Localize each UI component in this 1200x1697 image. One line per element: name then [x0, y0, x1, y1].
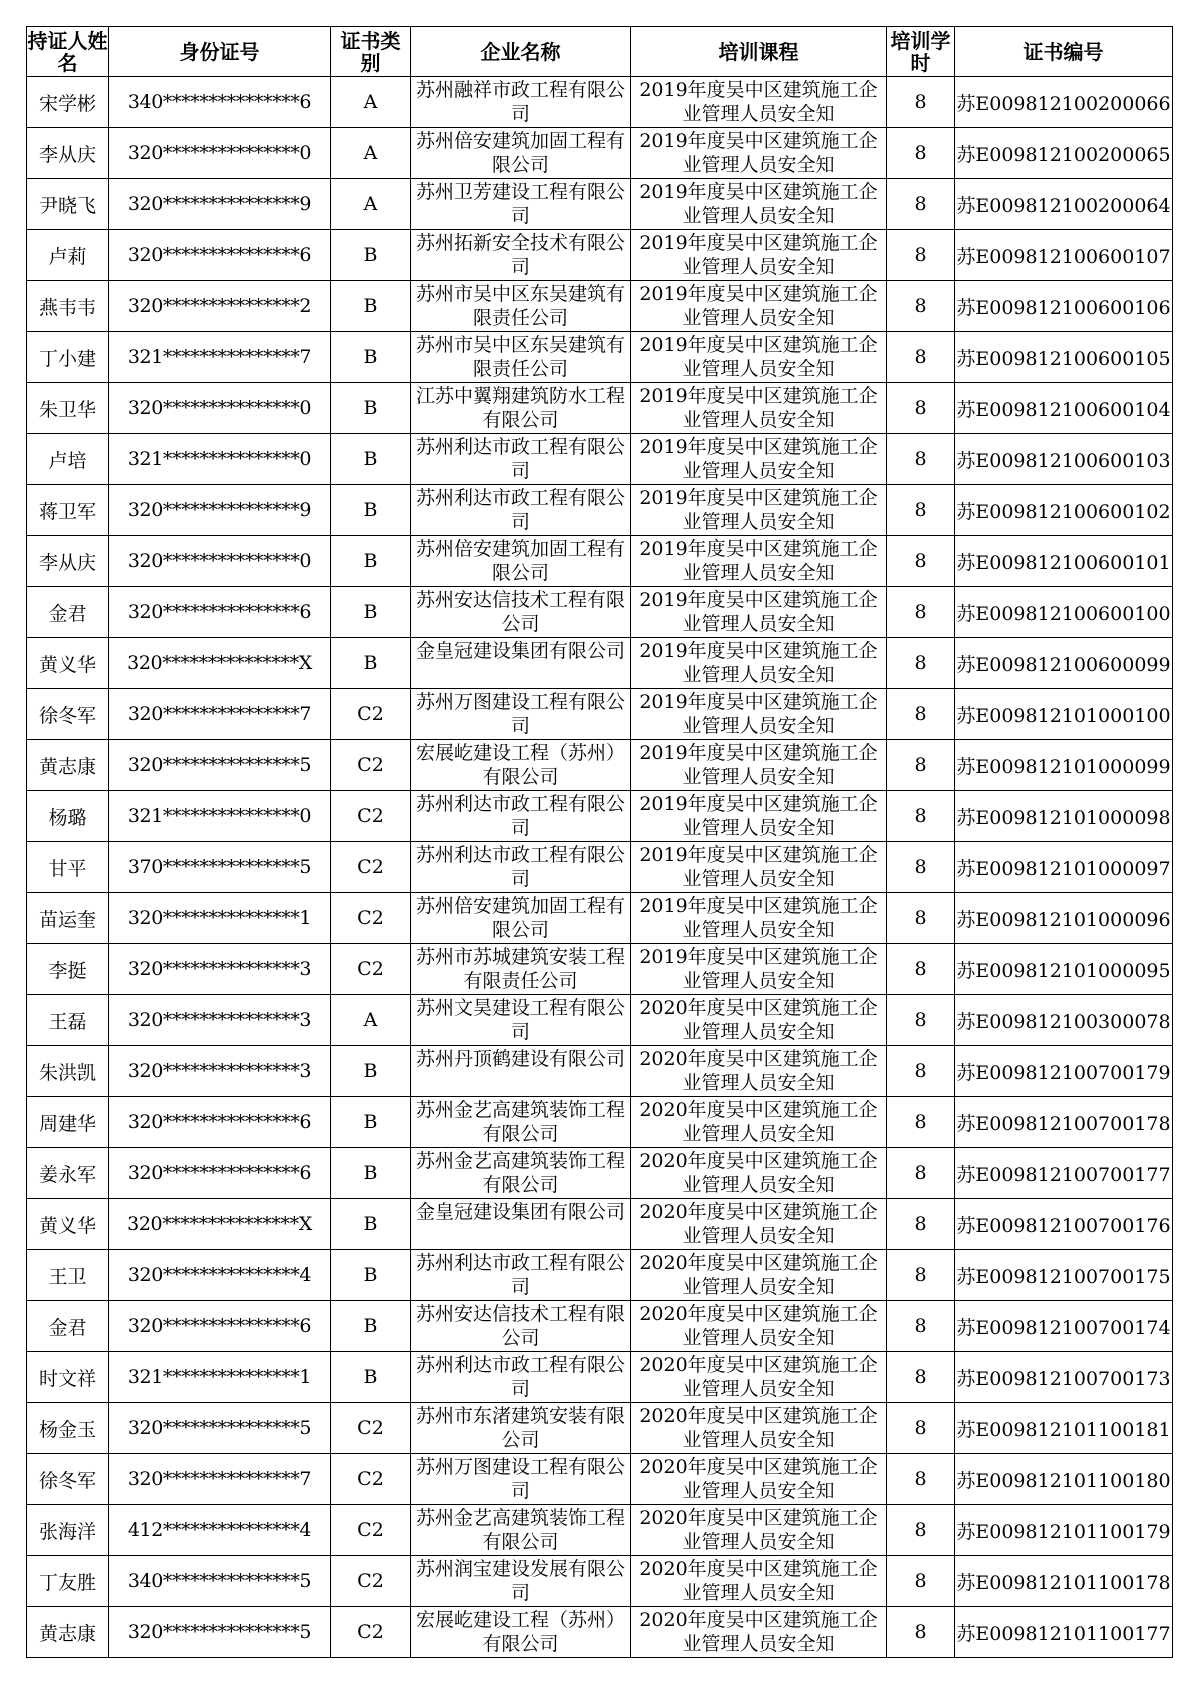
holder-name-cell: 李挺	[27, 944, 109, 995]
table-row	[27, 1301, 1173, 1352]
id-number-cell: 320***************X	[109, 1199, 331, 1250]
holder-name-cell: 李从庆	[27, 128, 109, 179]
course-cell: 2019年度吴中区建筑施工企业管理人员安全知	[631, 434, 887, 485]
hours-cell: 8	[887, 1199, 955, 1250]
company-cell: 苏州万图建设工程有限公司	[411, 689, 631, 740]
cert-number-cell: 苏E009812100700179	[955, 1046, 1173, 1097]
holder-name-cell: 金君	[27, 1301, 109, 1352]
cert-type-cell: C2	[331, 1607, 411, 1658]
cert-number-cell: 苏E009812100700178	[955, 1097, 1173, 1148]
hours-cell: 8	[887, 128, 955, 179]
id-number-cell: 320***************5	[109, 1607, 331, 1658]
cert-type-cell: A	[331, 77, 411, 128]
table-row	[27, 536, 1173, 587]
hours-cell: 8	[887, 1301, 955, 1352]
cert-number-cell: 苏E009812101000096	[955, 893, 1173, 944]
cert-type-cell: B	[331, 1097, 411, 1148]
company-cell: 苏州金艺高建筑装饰工程有限公司	[411, 1097, 631, 1148]
hours-cell: 8	[887, 536, 955, 587]
cert-type-cell: C2	[331, 893, 411, 944]
company-cell: 苏州万图建设工程有限公司	[411, 1454, 631, 1505]
table-row	[27, 842, 1173, 893]
holder-name-cell: 黄志康	[27, 1607, 109, 1658]
holder-name-cell: 金君	[27, 587, 109, 638]
cert-type-cell: B	[331, 230, 411, 281]
course-cell: 2019年度吴中区建筑施工企业管理人员安全知	[631, 842, 887, 893]
holder-name-cell: 李从庆	[27, 536, 109, 587]
cert-number-cell: 苏E009812100200066	[955, 77, 1173, 128]
cert-number-cell: 苏E009812101100181	[955, 1403, 1173, 1454]
course-cell: 2019年度吴中区建筑施工企业管理人员安全知	[631, 383, 887, 434]
header-cert-type: 证书类别	[331, 27, 411, 77]
id-number-cell: 340***************5	[109, 1556, 331, 1607]
table-row	[27, 995, 1173, 1046]
cert-type-cell: C2	[331, 791, 411, 842]
company-cell: 苏州拓新安全技术有限公司	[411, 230, 631, 281]
hours-cell: 8	[887, 995, 955, 1046]
id-number-cell: 320***************4	[109, 1250, 331, 1301]
table-row	[27, 1352, 1173, 1403]
cert-number-cell: 苏E009812100200064	[955, 179, 1173, 230]
id-number-cell: 320***************X	[109, 638, 331, 689]
id-number-cell: 320***************1	[109, 893, 331, 944]
hours-cell: 8	[887, 1148, 955, 1199]
hours-cell: 8	[887, 1352, 955, 1403]
cert-type-cell: C2	[331, 1505, 411, 1556]
table-row	[27, 434, 1173, 485]
id-number-cell: 320***************5	[109, 1403, 331, 1454]
cert-number-cell: 苏E009812100600102	[955, 485, 1173, 536]
cert-number-cell: 苏E009812100600106	[955, 281, 1173, 332]
holder-name-cell: 朱洪凯	[27, 1046, 109, 1097]
course-cell: 2019年度吴中区建筑施工企业管理人员安全知	[631, 791, 887, 842]
cert-number-cell: 苏E009812100600104	[955, 383, 1173, 434]
holder-name-cell: 杨金玉	[27, 1403, 109, 1454]
hours-cell: 8	[887, 1250, 955, 1301]
course-cell: 2020年度吴中区建筑施工企业管理人员安全知	[631, 1046, 887, 1097]
hours-cell: 8	[887, 434, 955, 485]
cert-number-cell: 苏E009812101100178	[955, 1556, 1173, 1607]
hours-cell: 8	[887, 740, 955, 791]
course-cell: 2020年度吴中区建筑施工企业管理人员安全知	[631, 1148, 887, 1199]
table-row	[27, 230, 1173, 281]
company-cell: 苏州卫芳建设工程有限公司	[411, 179, 631, 230]
course-cell: 2019年度吴中区建筑施工企业管理人员安全知	[631, 128, 887, 179]
course-cell: 2019年度吴中区建筑施工企业管理人员安全知	[631, 332, 887, 383]
course-cell: 2020年度吴中区建筑施工企业管理人员安全知	[631, 1250, 887, 1301]
holder-name-cell: 朱卫华	[27, 383, 109, 434]
header-course: 培训课程	[631, 27, 887, 77]
cert-number-cell: 苏E009812101100180	[955, 1454, 1173, 1505]
cert-number-cell: 苏E009812100700174	[955, 1301, 1173, 1352]
holder-name-cell: 蒋卫军	[27, 485, 109, 536]
hours-cell: 8	[887, 1556, 955, 1607]
course-cell: 2020年度吴中区建筑施工企业管理人员安全知	[631, 1556, 887, 1607]
cert-type-cell: B	[331, 1199, 411, 1250]
hours-cell: 8	[887, 893, 955, 944]
id-number-cell: 320***************0	[109, 128, 331, 179]
id-number-cell: 320***************6	[109, 587, 331, 638]
cert-type-cell: C2	[331, 740, 411, 791]
holder-name-cell: 卢培	[27, 434, 109, 485]
cert-number-cell: 苏E009812101000098	[955, 791, 1173, 842]
company-cell: 苏州倍安建筑加固工程有限公司	[411, 128, 631, 179]
holder-name-cell: 黄义华	[27, 1199, 109, 1250]
hours-cell: 8	[887, 842, 955, 893]
company-cell: 苏州倍安建筑加固工程有限公司	[411, 893, 631, 944]
holder-name-cell: 甘平	[27, 842, 109, 893]
cert-number-cell: 苏E009812100300078	[955, 995, 1173, 1046]
course-cell: 2019年度吴中区建筑施工企业管理人员安全知	[631, 536, 887, 587]
cert-type-cell: A	[331, 128, 411, 179]
company-cell: 苏州市苏城建筑安装工程有限责任公司	[411, 944, 631, 995]
course-cell: 2020年度吴中区建筑施工企业管理人员安全知	[631, 1301, 887, 1352]
id-number-cell: 412***************4	[109, 1505, 331, 1556]
company-cell: 苏州利达市政工程有限公司	[411, 842, 631, 893]
cert-type-cell: B	[331, 332, 411, 383]
cert-type-cell: A	[331, 179, 411, 230]
course-cell: 2020年度吴中区建筑施工企业管理人员安全知	[631, 1607, 887, 1658]
cert-type-cell: B	[331, 1148, 411, 1199]
cert-type-cell: B	[331, 281, 411, 332]
id-number-cell: 320***************6	[109, 1301, 331, 1352]
company-cell: 苏州安达信技术工程有限公司	[411, 587, 631, 638]
course-cell: 2020年度吴中区建筑施工企业管理人员安全知	[631, 995, 887, 1046]
cert-type-cell: B	[331, 1250, 411, 1301]
table-row	[27, 383, 1173, 434]
holder-name-cell: 宋学彬	[27, 77, 109, 128]
id-number-cell: 320***************3	[109, 1046, 331, 1097]
holder-name-cell: 姜永军	[27, 1148, 109, 1199]
header-id-number: 身份证号	[109, 27, 331, 77]
cert-type-cell: B	[331, 1352, 411, 1403]
id-number-cell: 320***************0	[109, 536, 331, 587]
hours-cell: 8	[887, 1607, 955, 1658]
holder-name-cell: 徐冬军	[27, 1454, 109, 1505]
cert-type-cell: B	[331, 434, 411, 485]
cert-number-cell: 苏E009812100600107	[955, 230, 1173, 281]
company-cell: 苏州市东渚建筑安装有限公司	[411, 1403, 631, 1454]
cert-number-cell: 苏E009812101000099	[955, 740, 1173, 791]
course-cell: 2019年度吴中区建筑施工企业管理人员安全知	[631, 281, 887, 332]
cert-type-cell: B	[331, 485, 411, 536]
table-row	[27, 791, 1173, 842]
table-row	[27, 1454, 1173, 1505]
course-cell: 2019年度吴中区建筑施工企业管理人员安全知	[631, 230, 887, 281]
cert-type-cell: B	[331, 536, 411, 587]
hours-cell: 8	[887, 281, 955, 332]
table-row	[27, 128, 1173, 179]
cert-type-cell: C2	[331, 842, 411, 893]
table-row	[27, 77, 1173, 128]
hours-cell: 8	[887, 77, 955, 128]
hours-cell: 8	[887, 1097, 955, 1148]
id-number-cell: 320***************9	[109, 179, 331, 230]
cert-number-cell: 苏E009812101000097	[955, 842, 1173, 893]
company-cell: 苏州丹顶鹤建设有限公司	[411, 1046, 631, 1097]
company-cell: 苏州市吴中区东吴建筑有限责任公司	[411, 332, 631, 383]
table-row	[27, 1505, 1173, 1556]
company-cell: 宏展屹建设工程（苏州）有限公司	[411, 740, 631, 791]
certificate-table	[26, 26, 1173, 1658]
cert-type-cell: B	[331, 638, 411, 689]
hours-cell: 8	[887, 1403, 955, 1454]
course-cell: 2019年度吴中区建筑施工企业管理人员安全知	[631, 485, 887, 536]
id-number-cell: 320***************5	[109, 740, 331, 791]
table-row	[27, 893, 1173, 944]
header-holder-name: 持证人姓名	[27, 28, 108, 75]
course-cell: 2019年度吴中区建筑施工企业管理人员安全知	[631, 638, 887, 689]
course-cell: 2020年度吴中区建筑施工企业管理人员安全知	[631, 1403, 887, 1454]
id-number-cell: 320***************6	[109, 1148, 331, 1199]
header-cert-number: 证书编号	[955, 27, 1173, 77]
company-cell: 苏州倍安建筑加固工程有限公司	[411, 536, 631, 587]
course-cell: 2019年度吴中区建筑施工企业管理人员安全知	[631, 893, 887, 944]
header-hours: 培训学时	[887, 27, 955, 77]
hours-cell: 8	[887, 485, 955, 536]
company-cell: 苏州利达市政工程有限公司	[411, 1352, 631, 1403]
hours-cell: 8	[887, 1454, 955, 1505]
id-number-cell: 320***************3	[109, 944, 331, 995]
hours-cell: 8	[887, 230, 955, 281]
id-number-cell: 320***************7	[109, 689, 331, 740]
course-cell: 2019年度吴中区建筑施工企业管理人员安全知	[631, 77, 887, 128]
holder-name-cell: 周建华	[27, 1097, 109, 1148]
id-number-cell: 370***************5	[109, 842, 331, 893]
course-cell: 2020年度吴中区建筑施工企业管理人员安全知	[631, 1505, 887, 1556]
table-row	[27, 179, 1173, 230]
cert-type-cell: C2	[331, 1556, 411, 1607]
hours-cell: 8	[887, 638, 955, 689]
cert-type-cell: C2	[331, 1454, 411, 1505]
company-cell: 苏州金艺高建筑装饰工程有限公司	[411, 1505, 631, 1556]
table-row	[27, 1250, 1173, 1301]
cert-number-cell: 苏E009812101000100	[955, 689, 1173, 740]
company-cell: 苏州利达市政工程有限公司	[411, 791, 631, 842]
cert-number-cell: 苏E009812101000095	[955, 944, 1173, 995]
header-row	[27, 27, 1173, 77]
course-cell: 2020年度吴中区建筑施工企业管理人员安全知	[631, 1352, 887, 1403]
id-number-cell: 320***************9	[109, 485, 331, 536]
table-row	[27, 1199, 1173, 1250]
cert-number-cell: 苏E009812100600101	[955, 536, 1173, 587]
company-cell: 苏州润宝建设发展有限公司	[411, 1556, 631, 1607]
course-cell: 2019年度吴中区建筑施工企业管理人员安全知	[631, 179, 887, 230]
cert-number-cell: 苏E009812100700175	[955, 1250, 1173, 1301]
table-row	[27, 1046, 1173, 1097]
holder-name-cell: 卢莉	[27, 230, 109, 281]
table-row	[27, 638, 1173, 689]
id-number-cell: 320***************7	[109, 1454, 331, 1505]
table-row	[27, 1097, 1173, 1148]
cert-number-cell: 苏E009812100600103	[955, 434, 1173, 485]
company-cell: 苏州利达市政工程有限公司	[411, 1250, 631, 1301]
holder-name-cell: 黄义华	[27, 638, 109, 689]
company-cell: 苏州市吴中区东吴建筑有限责任公司	[411, 281, 631, 332]
id-number-cell: 320***************6	[109, 230, 331, 281]
company-cell: 苏州金艺高建筑装饰工程有限公司	[411, 1148, 631, 1199]
company-cell: 苏州安达信技术工程有限公司	[411, 1301, 631, 1352]
holder-name-cell: 丁友胜	[27, 1556, 109, 1607]
id-number-cell: 320***************0	[109, 383, 331, 434]
cert-type-cell: C2	[331, 1403, 411, 1454]
course-cell: 2020年度吴中区建筑施工企业管理人员安全知	[631, 1199, 887, 1250]
cert-type-cell: B	[331, 1301, 411, 1352]
hours-cell: 8	[887, 689, 955, 740]
course-cell: 2019年度吴中区建筑施工企业管理人员安全知	[631, 740, 887, 791]
company-cell: 宏展屹建设工程（苏州）有限公司	[411, 1607, 631, 1658]
table-row	[27, 1148, 1173, 1199]
cert-type-cell: B	[331, 383, 411, 434]
holder-name-cell: 杨璐	[27, 791, 109, 842]
cert-number-cell: 苏E009812101100179	[955, 1505, 1173, 1556]
table-row	[27, 689, 1173, 740]
course-cell: 2019年度吴中区建筑施工企业管理人员安全知	[631, 689, 887, 740]
company-cell: 金皇冠建设集团有限公司	[411, 1199, 631, 1250]
cert-number-cell: 苏E009812100700177	[955, 1148, 1173, 1199]
cert-number-cell: 苏E009812101100177	[955, 1607, 1173, 1658]
table-row	[27, 1403, 1173, 1454]
cert-type-cell: A	[331, 995, 411, 1046]
id-number-cell: 321***************7	[109, 332, 331, 383]
cert-type-cell: C2	[331, 689, 411, 740]
company-cell: 苏州文昊建设工程有限公司	[411, 995, 631, 1046]
table-row	[27, 1556, 1173, 1607]
company-cell: 苏州利达市政工程有限公司	[411, 434, 631, 485]
id-number-cell: 321***************0	[109, 434, 331, 485]
holder-name-cell: 燕韦韦	[27, 281, 109, 332]
hours-cell: 8	[887, 791, 955, 842]
id-number-cell: 320***************6	[109, 1097, 331, 1148]
holder-name-cell: 黄志康	[27, 740, 109, 791]
holder-name-cell: 时文祥	[27, 1352, 109, 1403]
cert-type-cell: C2	[331, 944, 411, 995]
id-number-cell: 320***************3	[109, 995, 331, 1046]
company-cell: 苏州利达市政工程有限公司	[411, 485, 631, 536]
cert-number-cell: 苏E009812100700173	[955, 1352, 1173, 1403]
table-row	[27, 332, 1173, 383]
course-cell: 2020年度吴中区建筑施工企业管理人员安全知	[631, 1097, 887, 1148]
id-number-cell: 340***************6	[109, 77, 331, 128]
hours-cell: 8	[887, 587, 955, 638]
table-row	[27, 740, 1173, 791]
holder-name-cell: 王卫	[27, 1250, 109, 1301]
id-number-cell: 321***************0	[109, 791, 331, 842]
cert-number-cell: 苏E009812100600100	[955, 587, 1173, 638]
table-row	[27, 587, 1173, 638]
table-row	[27, 281, 1173, 332]
id-number-cell: 320***************2	[109, 281, 331, 332]
course-cell: 2020年度吴中区建筑施工企业管理人员安全知	[631, 1454, 887, 1505]
cert-number-cell: 苏E009812100700176	[955, 1199, 1173, 1250]
holder-name-cell: 丁小建	[27, 332, 109, 383]
id-number-cell: 321***************1	[109, 1352, 331, 1403]
table-row	[27, 1607, 1173, 1658]
holder-name-cell: 尹晓飞	[27, 179, 109, 230]
hours-cell: 8	[887, 1046, 955, 1097]
holder-name-cell: 张海洋	[27, 1505, 109, 1556]
company-cell: 金皇冠建设集团有限公司	[411, 638, 631, 689]
hours-cell: 8	[887, 1505, 955, 1556]
table-row	[27, 944, 1173, 995]
holder-name-cell: 徐冬军	[27, 689, 109, 740]
hours-cell: 8	[887, 383, 955, 434]
hours-cell: 8	[887, 944, 955, 995]
course-cell: 2019年度吴中区建筑施工企业管理人员安全知	[631, 587, 887, 638]
cert-type-cell: B	[331, 1046, 411, 1097]
cert-number-cell: 苏E009812100600105	[955, 332, 1173, 383]
table-row	[27, 485, 1173, 536]
cert-number-cell: 苏E009812100200065	[955, 128, 1173, 179]
holder-name-cell: 王磊	[27, 995, 109, 1046]
company-cell: 江苏中翼翔建筑防水工程有限公司	[411, 383, 631, 434]
holder-name-cell: 苗运奎	[27, 893, 109, 944]
course-cell: 2019年度吴中区建筑施工企业管理人员安全知	[631, 944, 887, 995]
header-company: 企业名称	[411, 27, 631, 77]
hours-cell: 8	[887, 332, 955, 383]
cert-number-cell: 苏E009812100600099	[955, 638, 1173, 689]
company-cell: 苏州融祥市政工程有限公司	[411, 77, 631, 128]
hours-cell: 8	[887, 179, 955, 230]
cert-type-cell: B	[331, 587, 411, 638]
